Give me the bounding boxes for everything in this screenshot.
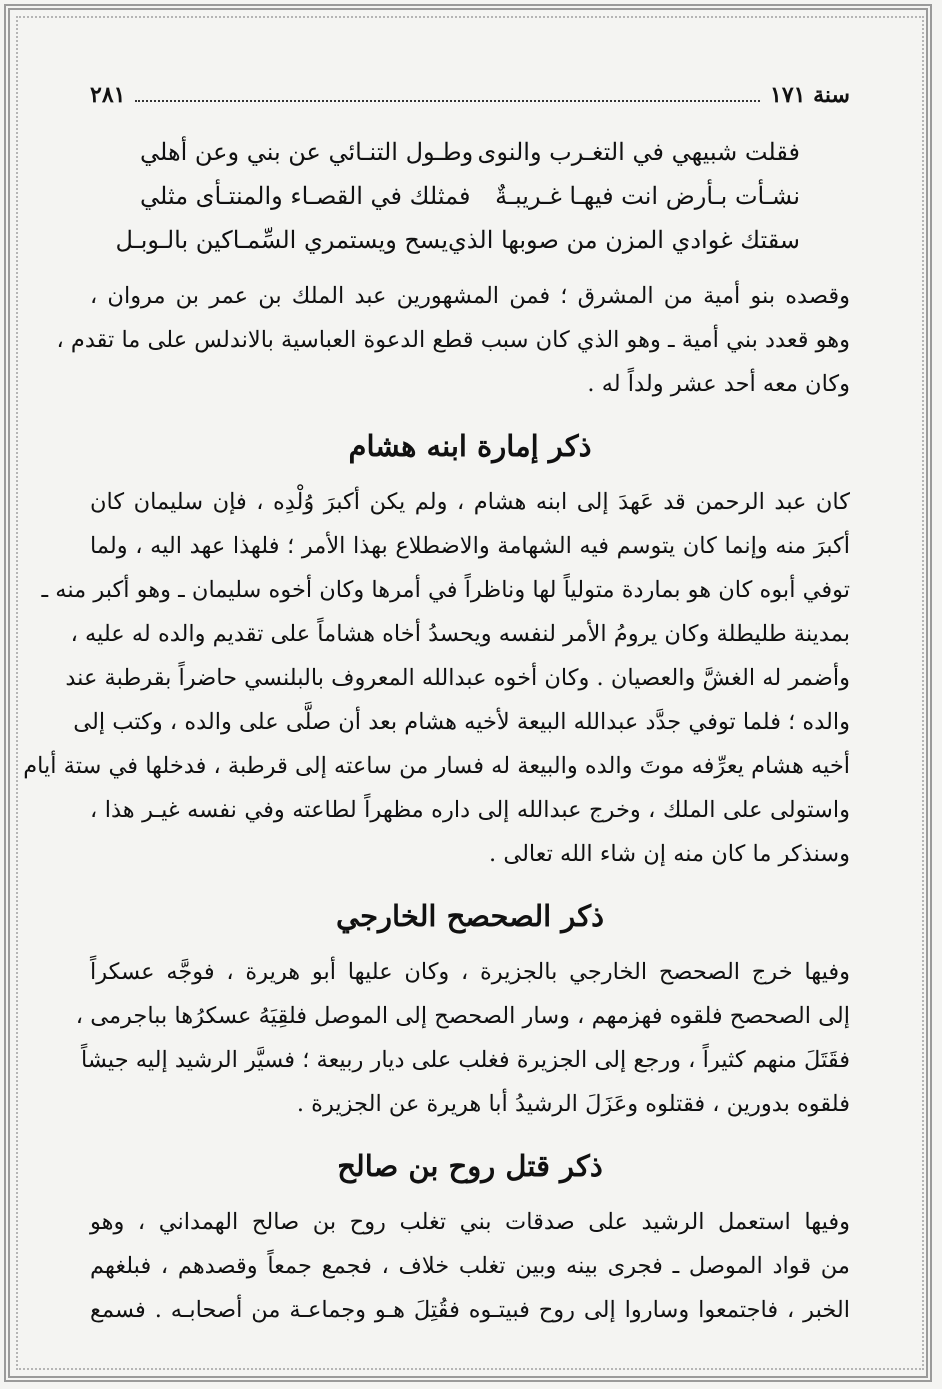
header-year: سنة ١٧١ xyxy=(770,82,850,108)
text-line: والده ؛ فلما توفي جدَّد عبدالله البيعة لأخيه هشام بعد أن صلَّى على والده ، وكتب إلى xyxy=(73,709,850,735)
verse-hemistich-first: سقتك غوادي المزن من صوبها الذي xyxy=(448,226,800,254)
text-line: وسنذكر ما كان منه إن شاء الله تعالى . xyxy=(489,841,850,867)
section-heading-sahsah: ذكر الصحصح الخارجي xyxy=(335,899,605,933)
poem-verse xyxy=(115,218,800,262)
text-line: توفي أبوه كان هو بماردة متولياً لها وناظراً في أمرها وكان أخوه سليمان ـ وهو أكبر منه ـ xyxy=(41,577,850,603)
poem-block xyxy=(90,130,850,262)
verse-hemistich-first: فقلت شبيهي في التغـرب والنوى xyxy=(477,138,800,166)
text-line: وقصده بنو أمية من المشرق ؛ فمن المشهورين عبد الملك بن عمر بن مروان ، xyxy=(90,283,850,309)
section-paragraph-hisham xyxy=(23,480,850,876)
text-line: وفيها استعمل الرشيد على صدقات بني تغلب روح بن صالح الهمداني ، وهو xyxy=(90,1209,850,1235)
text-line: فقَتَلَ منهم كثيراً ، ورجع إلى الجزيرة فغلب على ديار ربيعة ؛ فسيَّر الرشيد إليه جيشاً xyxy=(81,1047,850,1073)
text-line: وهو قعدد بني أمية ـ وهو الذي كان سبب قطع الدعوة العباسية بالاندلس على ما تقدم ، xyxy=(56,327,850,353)
text-line: وكان معه أحد عشر ولداً له . xyxy=(587,371,850,397)
verse-hemistich-second: يسح ويستمري السِّمـاكين بالـوبـل xyxy=(115,226,448,254)
poem-verse xyxy=(140,130,800,174)
poem-verse xyxy=(140,174,800,218)
text-line: من قواد الموصل ـ فجرى بينه وبين تغلب خلاف ، فجمع جمعاً وقصدهم ، فبلغهم xyxy=(90,1253,850,1279)
text-line: أخيه هشام يعرِّفه موتَ والده والبيعة له فسار من ساعته إلى قرطبة ، فدخلها في ستة أيام xyxy=(23,753,850,779)
section-heading-rawh: ذكر قتل روح بن صالح xyxy=(337,1149,603,1183)
verse-hemistich-second: وطـول التنـائي عن بني وعن أهلي xyxy=(140,138,474,166)
text-line: كان عبد الرحمن قد عَهدَ إلى ابنه هشام ، ولم يكن أكبرَ وُلْدِه ، فإن سليمان كان xyxy=(90,489,850,515)
text-line: واستولى على الملك ، وخرج عبدالله إلى داره مظهراً لطاعته وفي نفسه غيـر هذا ، xyxy=(90,797,850,823)
text-line: بمدينة طليطلة وكان يرومُ الأمر لنفسه ويحسدُ أخاه هشاماً على تقديم والده له عليه ، xyxy=(70,621,850,647)
text-line: وفيها خرج الصحصح الخارجي بالجزيرة ، وكان عليها أبو هريرة ، فوجَّه عسكراً xyxy=(90,959,850,985)
text-line: إلى الصحصح فلقوه فهزمهم ، وسار الصحصح إلى الموصل فلقِيَهُ عسكرُها بباجرمى ، xyxy=(75,1003,850,1029)
header-leader-dots xyxy=(135,86,760,102)
book-page xyxy=(23,82,850,1332)
section-heading-hisham: ذكر إمارة ابنه هشام xyxy=(348,429,592,463)
verse-hemistich-second: فمثلك في القصـاء والمنتـأى مثلي xyxy=(140,182,471,210)
section-paragraph-sahsah xyxy=(75,950,850,1126)
text-line: أكبرَ منه وإنما كان يتوسم فيه الشهامة والاضطلاع بهذا الأمر ؛ فلهذا عهد اليه ، ولما xyxy=(90,533,850,559)
page-number: ٢٨١ xyxy=(90,82,126,108)
running-header xyxy=(90,82,850,122)
intro-paragraph xyxy=(56,274,850,406)
text-line: الخبر ، فاجتمعوا وساروا إلى روح فبيتـوه فقُتِلَ هـو وجماعـة من أصحابـه . فسمع xyxy=(90,1297,850,1323)
text-line: فلقوه بدورين ، فقتلوه وعَزَلَ الرشيدُ أبا هريرة عن الجزيرة . xyxy=(296,1091,850,1117)
section-paragraph-rawh xyxy=(90,1200,850,1332)
verse-hemistich-first: نشـأت بـأرض انت فيهـا غـريبـةٌ xyxy=(495,182,800,210)
text-line: وأضمر له الغشَّ والعصيان . وكان أخوه عبدالله المعروف بالبلنسي حاضراً بقرطبة عند xyxy=(65,665,850,691)
